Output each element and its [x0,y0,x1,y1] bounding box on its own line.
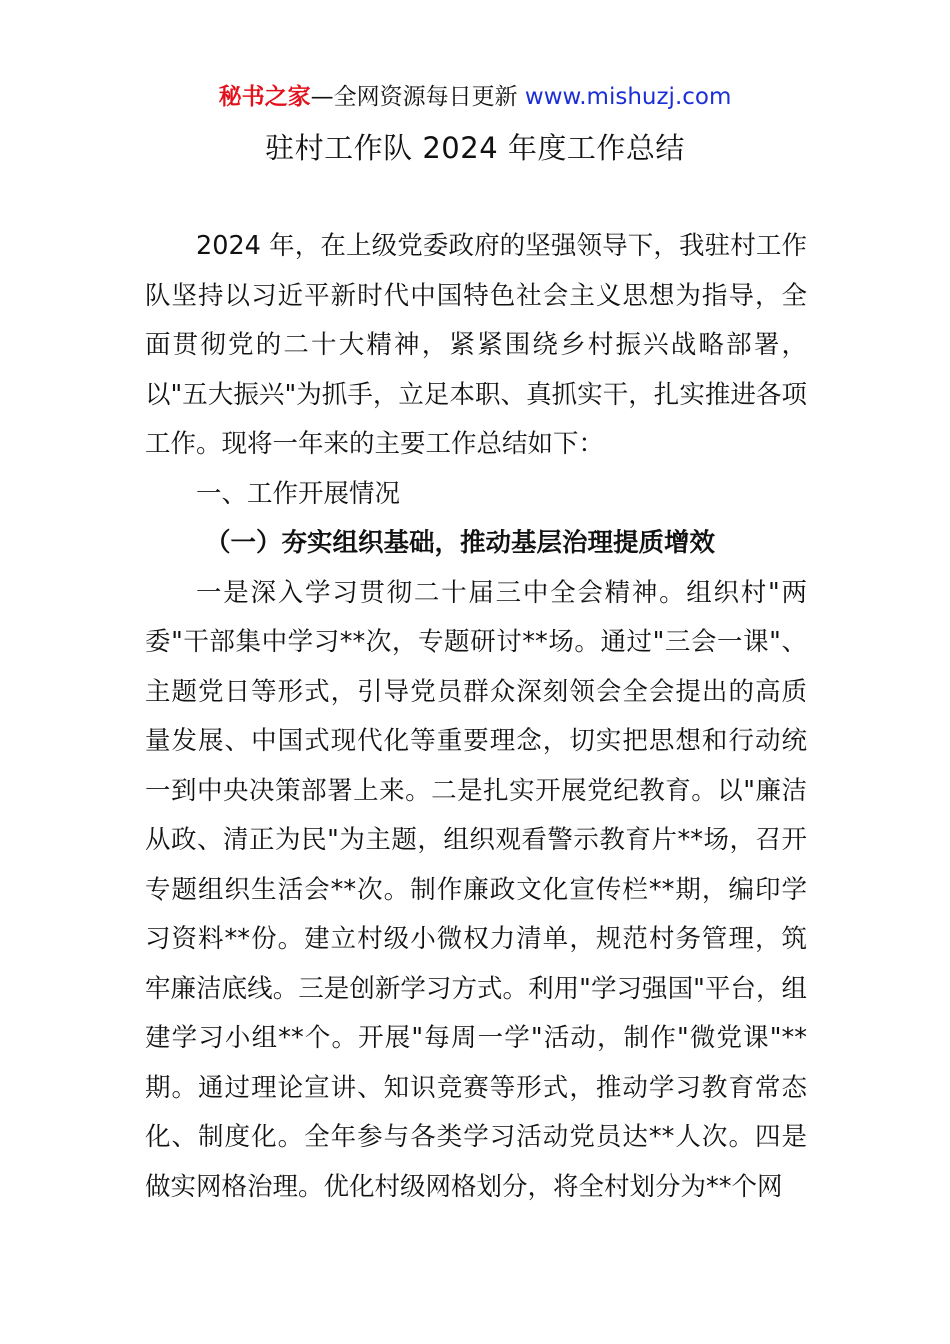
site-brand: 秘书之家 [218,84,311,110]
site-header [0,80,950,114]
subsection-heading: （一）夯实组织基础，推动基层治理提质增效 [205,528,716,558]
document-body [145,222,807,1212]
intro-paragraph: 2024 年，在上级党委政府的坚强领导下，我驻村工作队坚持以习近平新时代中国特色社会主义思想为指导，全面贯彻党的二十大精神，紧紧围绕乡村振兴战略部署，以"五大振兴"为抓手，立足本职、真抓实干，扎实推进各项工作。现将一年来的主要工作总结如下： [145,231,807,459]
section-heading: 一、工作开展情况 [196,478,401,509]
document-title: 驻村工作队 2024 年度工作总结 [265,131,685,165]
body-paragraph: 一是深入学习贯彻二十届三中全会精神。组织村"两委"干部集中学习**次，专题研讨**场。通过"三会一课"、主题党日等形式，引导党员群众深刻领会全会提出的高质量发展、中国式现代化等重要理念，切实把思想和行动统一到中央决策部署上来。二是扎实开展党纪教育。以"廉洁从政、清正为民"为主题，组织观看警示教育片**场，召开专题组织生活会**次。制作廉政文化宣传栏**期，编印学习资料**份。建立村级小微权力清单，规范村务管理，筑牢廉洁底线。三是创新学习方式。利用"学习强国"平台，组建学习小组**个。开展"每周一学"活动，制作"微党课"**期。通过理论宣讲、知识竞赛等形式，推动学习教育常态化、制度化。全年参与各类学习活动党员达**人次。四是做实网格治理。优化村级网格划分，将全村划分为**个网 [145,577,807,1202]
site-url-link[interactable]: www.mishuzj.com [524,84,732,110]
site-slogan: —全网资源每日更新 [310,84,518,110]
